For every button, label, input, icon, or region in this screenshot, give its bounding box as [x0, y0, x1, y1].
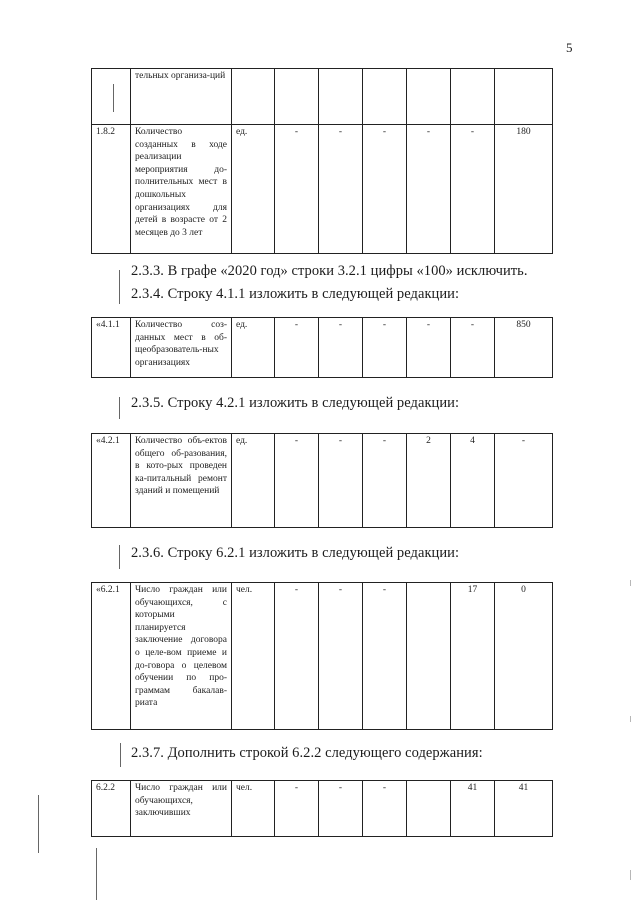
- value-cell: 17: [451, 583, 495, 730]
- table-row: [92, 69, 553, 125]
- value-cell: -: [363, 583, 407, 730]
- row-description: Число граждан или обучающихся, с которыми планируется заключение договора о целе-вом приеме и до-говора о целевом обучении по про-граммам бакалав-риата: [131, 583, 232, 730]
- paragraph-2-3-5: 2.3.5. Строку 4.2.1 изложить в следующей редакции:: [131, 395, 460, 411]
- value-cell: -: [363, 125, 407, 254]
- margin-mark: [119, 270, 120, 304]
- row-unit: ед.: [232, 318, 275, 378]
- edge-mark: [630, 716, 631, 722]
- table-row: [92, 583, 553, 730]
- value-cell: -: [319, 318, 363, 378]
- paragraph-2-3-3: 2.3.3. В графе «2020 год» строки 3.2.1 цифры «100» исключить.: [131, 263, 528, 279]
- value-cell: -: [275, 434, 319, 528]
- value-cell: 2: [407, 434, 451, 528]
- edge-mark: [630, 580, 631, 586]
- value-cell: [363, 69, 407, 125]
- value-cell: -: [363, 434, 407, 528]
- row-number: [92, 69, 131, 125]
- margin-mark: [38, 795, 39, 853]
- row-unit: [232, 69, 275, 125]
- page-number: 5: [566, 40, 573, 55]
- value-cell: -: [363, 318, 407, 378]
- row-description: Количество объ-ектов общего об-разования, в кото-рых проведен ка-питальный ремонт зданий и помещений: [131, 434, 232, 528]
- value-cell: -: [363, 781, 407, 837]
- table-row: [92, 781, 553, 837]
- value-cell: 4: [451, 434, 495, 528]
- table-4-2-1: [91, 433, 553, 528]
- row-description: Количество соз-данных мест в об-щеобразователь-ных организациях: [131, 318, 232, 378]
- row-unit: ед.: [232, 125, 275, 254]
- value-cell: -: [451, 125, 495, 254]
- row-number: «4.2.1: [92, 434, 131, 528]
- margin-mark: [119, 545, 120, 569]
- value-cell: [495, 69, 553, 125]
- value-cell: 0: [495, 583, 553, 730]
- row-description: тельных организа-ций: [131, 69, 232, 125]
- value-cell: -: [495, 434, 553, 528]
- value-cell: 41: [495, 781, 553, 837]
- value-cell: -: [319, 781, 363, 837]
- table-6-2-2: [91, 780, 553, 837]
- row-unit: ед.: [232, 434, 275, 528]
- row-unit: чел.: [232, 583, 275, 730]
- value-cell: 41: [451, 781, 495, 837]
- row-number: 1.8.2: [92, 125, 131, 254]
- value-cell: [451, 69, 495, 125]
- row-description: Число граждан или обучающихся, заключивших: [131, 781, 232, 837]
- table-row: [92, 318, 553, 378]
- value-cell: 850: [495, 318, 553, 378]
- table-row: [92, 125, 553, 254]
- value-cell: -: [319, 125, 363, 254]
- value-cell: 180: [495, 125, 553, 254]
- paragraph-2-3-7: 2.3.7. Дополнить строкой 6.2.2 следующего содержания:: [131, 745, 483, 761]
- paragraph-2-3-4: 2.3.4. Строку 4.1.1 изложить в следующей редакции:: [131, 286, 460, 302]
- value-cell: [319, 69, 363, 125]
- table-4-1-1: [91, 317, 553, 378]
- row-description: Количество созданных в ходе реализации мероприятия до-полнительных мест в дошкольных организациях для детей в возрасте от 2 месяцев до 3 лет: [131, 125, 232, 254]
- table-row: [92, 434, 553, 528]
- value-cell: [275, 69, 319, 125]
- value-cell: -: [275, 318, 319, 378]
- row-unit: чел.: [232, 781, 275, 837]
- value-cell: -: [275, 583, 319, 730]
- paragraph-2-3-6: 2.3.6. Строку 6.2.1 изложить в следующей редакции:: [131, 545, 460, 561]
- table-continuation: [91, 68, 553, 254]
- value-cell: -: [407, 318, 451, 378]
- value-cell: [407, 583, 451, 730]
- margin-mark: [113, 84, 114, 112]
- value-cell: -: [275, 125, 319, 254]
- edge-mark: [630, 870, 631, 880]
- margin-mark: [120, 743, 121, 767]
- value-cell: -: [407, 125, 451, 254]
- value-cell: -: [451, 318, 495, 378]
- value-cell: -: [275, 781, 319, 837]
- row-number: 6.2.2: [92, 781, 131, 837]
- table-6-2-1: [91, 582, 553, 730]
- row-number: «4.1.1: [92, 318, 131, 378]
- value-cell: [407, 69, 451, 125]
- value-cell: -: [319, 434, 363, 528]
- row-number: «6.2.1: [92, 583, 131, 730]
- value-cell: -: [319, 583, 363, 730]
- margin-mark: [96, 848, 97, 900]
- value-cell: [407, 781, 451, 837]
- margin-mark: [119, 397, 120, 419]
